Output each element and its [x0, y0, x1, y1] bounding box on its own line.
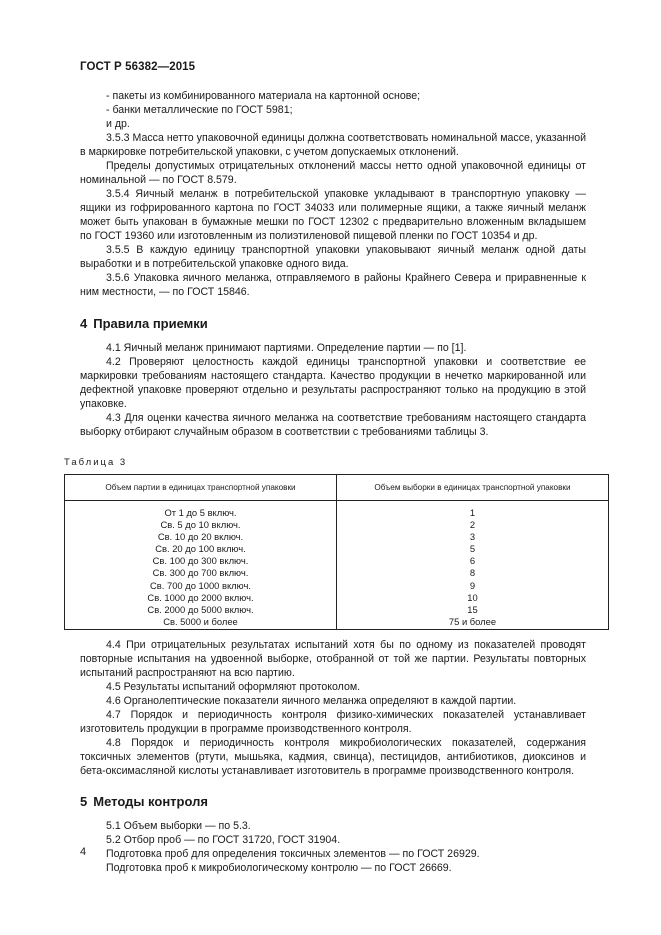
table-cell-lot: Св. 2000 до 5000 включ.: [65, 604, 337, 616]
section-title: Методы контроля: [93, 793, 208, 809]
table-row: [65, 604, 609, 616]
table-cell-sample: 6: [337, 555, 609, 567]
table-row: [65, 616, 609, 630]
list-item: - банки металлические по ГОСТ 5981;: [106, 104, 293, 116]
table-cell-lot: Св. 20 до 100 включ.: [65, 543, 337, 555]
table-cell-lot: Св. 5 до 10 включ.: [65, 519, 337, 531]
table-cell-sample: 3: [337, 531, 609, 543]
table-cell-sample: 2: [337, 519, 609, 531]
paragraph-4-8: 4.8 Порядок и периодичность контроля микробиологических показателей, содержания токсичных элементов (ртути, мышьяка, кадмия, свинца), пестицидов, антибиотиков, диоксинов и бета-оксимасляной кислоты устанавливает изготовитель в программе производственного контроля.: [80, 736, 586, 777]
paragraph-4-7: 4.7 Порядок и периодичность контроля физико-химических показателей устанавливает изготовитель продукции в программе производственного контроля.: [80, 708, 586, 735]
table-cell-lot: Св. 10 до 20 включ.: [65, 531, 337, 543]
table-cell-sample: 5: [337, 543, 609, 555]
paragraph-4-6: 4.6 Органолептические показатели яичного меланжа определяют в каждой партии.: [106, 694, 517, 707]
page-number: 4: [80, 846, 87, 858]
section-5-heading: [80, 794, 586, 809]
section-title: Правила приемки: [93, 316, 208, 331]
document-body: [64, 89, 586, 875]
table-row: [65, 531, 609, 543]
paragraph-5-2-micro: Подготовка проб к микробиологическому контролю — по ГОСТ 26669.: [106, 861, 452, 874]
table-row: [65, 580, 609, 592]
table-row: [65, 555, 609, 567]
paragraph-4-3: 4.3 Для оценки качества яичного меланжа на соответствие требованиям настоящего стандарта выборку отбирают случайным образом в соответствии с требованиями таблицы 3.: [80, 412, 586, 438]
table-row: [65, 519, 609, 531]
table-cell-sample: 8: [337, 567, 609, 579]
table-3: [64, 474, 609, 630]
paragraph-3-5-3: 3.5.3 Масса нетто упаковочной единицы должна соответствовать номинальной массе, указанной в маркировке потребительской упаковки, с учетом допускаемых отклонений.: [80, 132, 586, 158]
table-cell-lot: Св. 700 до 1000 включ.: [65, 580, 337, 592]
paragraph-4-1: 4.1 Яичный меланж принимают партиями. Определение партии — по [1].: [106, 342, 467, 354]
section-number: 5: [80, 793, 88, 809]
table-row: [65, 592, 609, 604]
paragraph-4-4: 4.4 При отрицательных результатах испытаний хотя бы по одному из показателей проводят повторные испытания на удвоенной выборке, отобранной от той же партии. Результаты повторных испытаний распространяют на всю партию.: [80, 638, 586, 679]
paragraph-5-2: 5.2 Отбор проб — по ГОСТ 31720, ГОСТ 31904.: [106, 833, 341, 846]
paragraph-3-5-5: 3.5.5 В каждую единицу транспортной упаковки упаковывают яичный меланж одной даты выработки и в потребительской упаковке одного вида.: [80, 244, 586, 270]
table-row: [65, 543, 609, 555]
table-row: [65, 501, 609, 520]
paragraph-3-5-4: 3.5.4 Яичный меланж в потребительской упаковке укладывают в транспортную упаковку — ящики из гофрированного картона по ГОСТ 34033 или полимерные ящики, а также яичный меланж может быть упакован в бумажные мешки по ГОСТ 12302 с предварительно вложенным вкладышем по ГОСТ 19360 или изготовленным из полиэтиленовой пищевой пленки по ГОСТ 10354 и др.: [80, 188, 586, 242]
table-header-lot-size: Объем партии в единицах транспортной упаковки: [65, 475, 337, 501]
table-cell-lot: От 1 до 5 включ.: [65, 501, 337, 520]
section-4-heading: [80, 316, 586, 331]
table-row: [65, 567, 609, 579]
section-number: 4: [80, 316, 88, 331]
table-cell-sample: 9: [337, 580, 609, 592]
paragraph-5-2-toxic: Подготовка проб для определения токсичных элементов — по ГОСТ 26929.: [106, 847, 480, 860]
table-header-sample-size: Объем выборки в единицах транспортной упаковки: [337, 475, 609, 501]
paragraph-3-5-3-tolerance: Пределы допустимых отрицательных отклонений массы нетто одной упаковочной единицы от номинальной — по ГОСТ 8.579.: [80, 160, 586, 186]
list-item: - пакеты из комбинированного материала на картонной основе;: [106, 90, 421, 102]
table-cell-lot: Св. 5000 и более: [65, 616, 337, 630]
table-cell-lot: Св. 300 до 700 включ.: [65, 567, 337, 579]
table-cell-sample: 10: [337, 592, 609, 604]
table-cell-sample: 1: [337, 501, 609, 520]
paragraph-5-1: 5.1 Объем выборки — по 5.3.: [106, 819, 251, 832]
list-item: и др.: [106, 118, 130, 130]
paragraph-4-5: 4.5 Результаты испытаний оформляют протоколом.: [106, 680, 361, 693]
table-cell-lot: Св. 100 до 300 включ.: [65, 555, 337, 567]
paragraph-4-2: 4.2 Проверяют целостность каждой единицы транспортной упаковки и соответствие ее маркировки требованиям настоящего стандарта. Качество продукции в нечетко маркированной или дефектной упаковке проверяют отдельно и результаты распространяют только на продукцию в этой упаковке.: [80, 356, 586, 410]
document-header: ГОСТ Р 56382—2015: [80, 61, 196, 73]
table-cell-sample: 15: [337, 604, 609, 616]
paragraph-3-5-6: 3.5.6 Упаковка яичного меланжа, отправляемого в районы Крайнего Севера и приравненные к ним местности, — по ГОСТ 15846.: [80, 272, 586, 298]
table-cell-lot: Св. 1000 до 2000 включ.: [65, 592, 337, 604]
table-cell-sample: 75 и более: [337, 616, 609, 630]
table-caption: Таблица 3: [64, 457, 128, 468]
